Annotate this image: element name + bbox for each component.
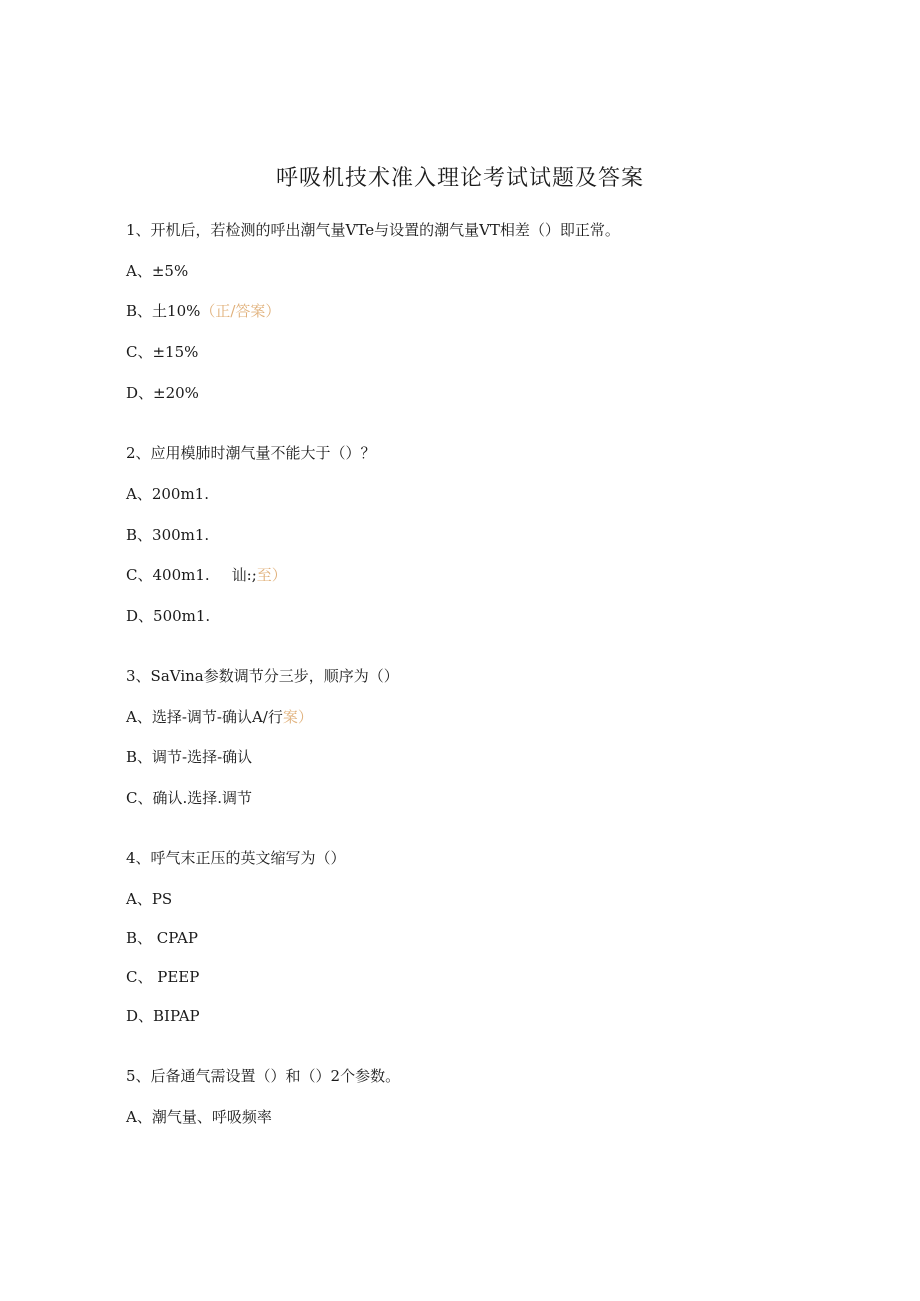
question-1-option-b <box>126 300 280 322</box>
question-4-option-a: A、PS <box>126 890 173 908</box>
question-2-option-c-noise: 讪:; <box>231 566 257 584</box>
question-1-stem: 1、开机后，若检测的呼出潮气量VTe与设置的潮气量VT相差（）即正常。 <box>126 221 620 239</box>
question-1-option-d: D、±20% <box>126 384 199 402</box>
question-3-option-c: C、确认.选择.调节 <box>126 789 253 807</box>
question-3-option-b: B、调节-选择-确认 <box>126 748 253 766</box>
question-4-option-d: D、BIPAP <box>126 1007 200 1025</box>
question-2-stem: 2、应用模肺时潮气量不能大于（）？ <box>126 444 376 462</box>
question-2-option-c-text: C、400m1. <box>126 566 210 584</box>
question-3-stem: 3、SaVina参数调节分三步，顺序为（） <box>126 667 399 685</box>
question-5-stem: 5、后备通气需设置（）和（）2个参数。 <box>126 1067 401 1085</box>
question-5-option-a: A、潮气量、呼吸频率 <box>126 1108 272 1126</box>
question-2-option-b: B、300m1. <box>126 526 210 544</box>
page-title: 呼吸机技术准入理论考试试题及答案 <box>275 166 644 191</box>
question-3-option-a-text: A、选择-调节-确认A/行 <box>126 708 283 726</box>
question-1-option-a: A、±5% <box>126 262 189 280</box>
question-1-option-c: C、±15% <box>126 343 199 361</box>
answer-mark: （正/答案） <box>200 302 281 320</box>
question-3-option-a <box>126 706 313 728</box>
answer-mark: 案） <box>282 708 313 726</box>
question-2-option-c <box>126 564 287 586</box>
question-1-option-b-text: B、土10% <box>126 302 201 320</box>
answer-mark: 至） <box>256 566 287 584</box>
question-4-option-c: C、 PEEP <box>126 968 200 986</box>
question-2-option-d: D、500m1. <box>126 607 211 625</box>
question-2-option-a: A、200m1. <box>126 485 209 503</box>
question-4-option-b: B、 CPAP <box>126 929 198 947</box>
question-4-stem: 4、呼气末正压的英文缩写为（） <box>126 849 346 867</box>
